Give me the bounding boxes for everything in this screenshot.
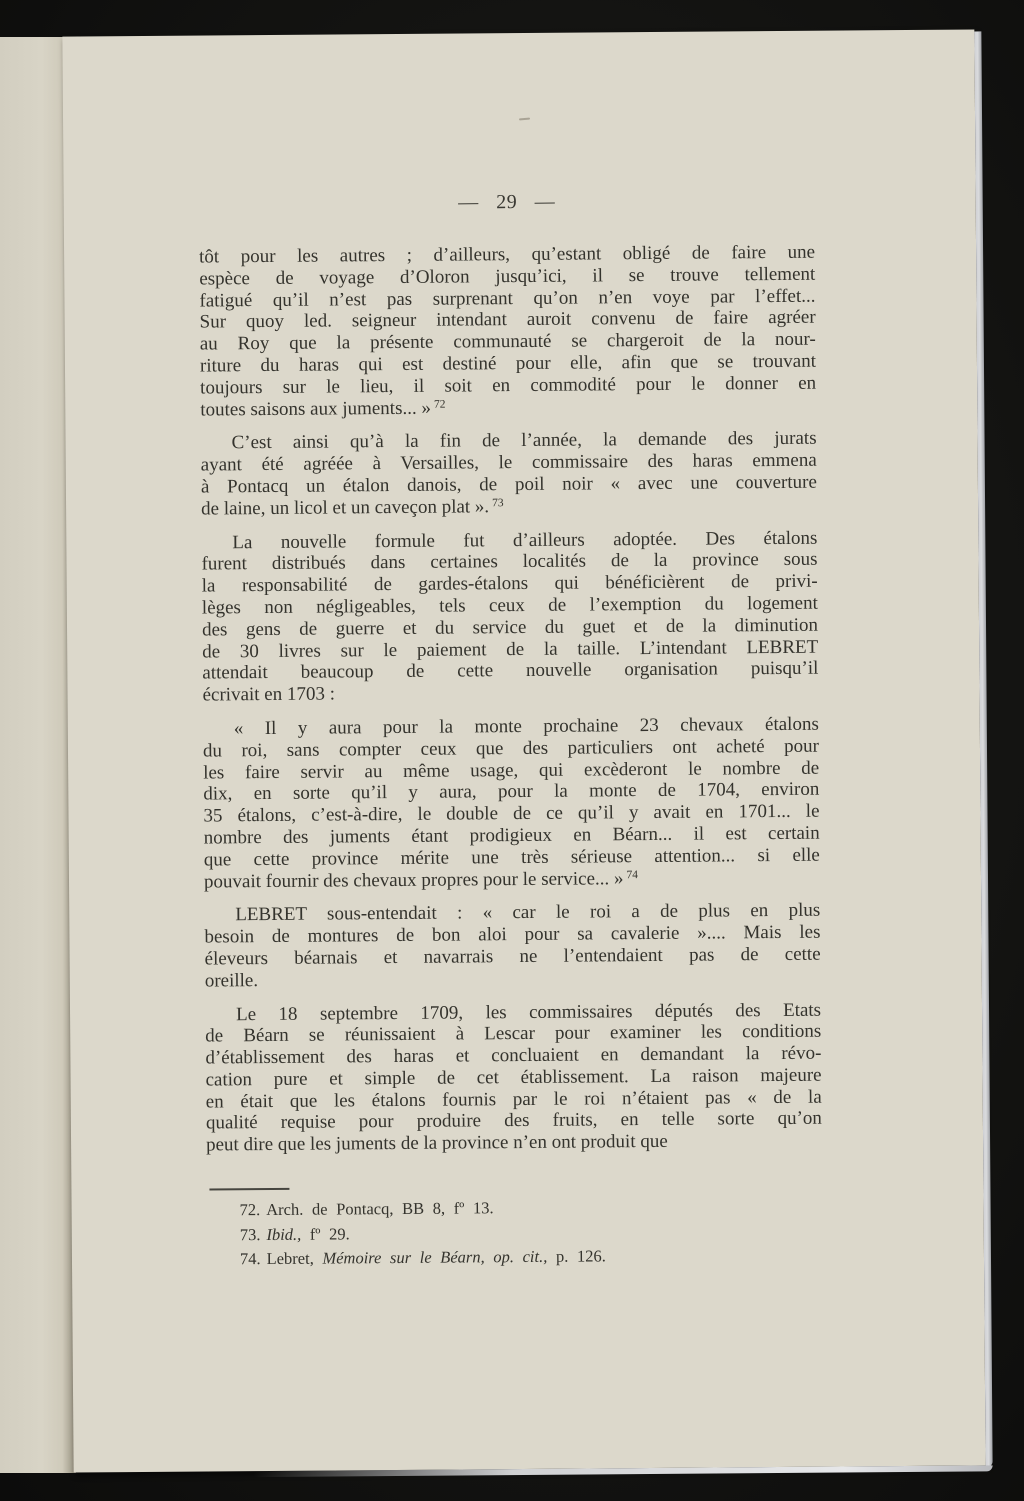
text-line: ayant été agréée à Versailles, le commissaire des haras emmena — [200, 449, 817, 476]
text-line: en était que les étalons fournis par le roi n’étaient pas « de la — [205, 1086, 822, 1113]
text-line: attendait beaucoup de cette nouvelle organisation puisqu’il — [202, 658, 819, 684]
text-line: C’est ainsi qu’à la fin de l’année, la demande des jurats — [231, 428, 817, 454]
footnote-italic-text: Ibid., — [266, 1224, 302, 1244]
body-paragraph — [204, 900, 821, 992]
text-line: Le 18 septembre 1709, les commissaires députés des Etats — [235, 999, 822, 1025]
text-line: 35 étalons, c’est-à-dire, le double de ce qu’il y avait en 1701... le — [203, 800, 820, 827]
page-stack-edge-right — [974, 31, 992, 1467]
footnote-text: Lebret, — [266, 1248, 323, 1269]
text-line: d’établissement des haras et concluaient en demandant la révo- — [205, 1042, 822, 1069]
footnote-text: p. 126. — [547, 1246, 606, 1266]
footnote-rule — [209, 1188, 289, 1191]
text-line: riture du haras qui est destiné pour elle, afin que se trouvant — [199, 350, 817, 377]
text-line: de laine, un licol et un caveçon plat ». $^{73}$ — [201, 496, 504, 520]
footnote-number: 72. — [239, 1200, 261, 1220]
text-line: Sur quoy led. seigneur intendant auroit convenu de faire agréer — [199, 307, 816, 333]
body-paragraph — [199, 242, 816, 421]
text-line: LEBRET sous-entendait : « car le roi a de plus en plus — [235, 899, 821, 926]
text-line: toutes saisons aux juments... » $^{72}$ — [200, 397, 446, 421]
footnote-72 — [207, 1195, 823, 1222]
text-line: de Béarn se réunissaient à Lescar pour examiner les conditions — [205, 1020, 822, 1047]
text-line: toujours sur le lieu, il soit en commodité pour le donner en — [200, 372, 817, 399]
text-line: furent distribués dans certaines localités de la province sous — [201, 549, 818, 575]
text-line: la responsabilité de gardes-étalons qui bénéficièrent de privi- — [201, 570, 818, 597]
page-stack-edge-bottom — [254, 1465, 993, 1477]
text-line: les faire servir au même usage, qui excèderont le nombre de — [203, 757, 820, 784]
text-line: que cette province mérite une très sérieuse attention... si elle — [203, 844, 820, 871]
text-line: peut dire que les juments de la province n’en ont produit que — [206, 1131, 668, 1156]
text-line: des gens de guerre et du service du guet et de la diminution — [201, 614, 819, 641]
text-line: La nouvelle formule fut d’ailleurs adoptée. Des étalons — [232, 527, 818, 553]
text-line: qualité requise pour produire des fruits, en telle sorte qu’on — [205, 1108, 822, 1134]
footnote-73 — [207, 1219, 823, 1246]
body-paragraph — [205, 999, 822, 1156]
text-line: fatigué qu’il n’est pas surprenant qu’on n’en voye par l’effet... — [199, 285, 816, 312]
footnote-reference: 72 — [433, 398, 446, 411]
body-paragraph — [201, 527, 818, 706]
footnote-text: fº 29. — [301, 1223, 350, 1244]
text-line: lèges non négligeables, tels ceux de l’exemption du logement — [201, 592, 818, 619]
text-line: cation pure et simple de cet établissement. La raison majeure — [205, 1064, 822, 1091]
text-line: besoin de montures de bon aloi pour sa cavalerie ».... Mais les — [204, 921, 821, 948]
footnote-italic-text: Mémoire sur le Béarn, op. cit., — [322, 1246, 548, 1268]
text-line: espèce de voyage d’Oloron jusqu’ici, il se trouve tellement — [199, 263, 816, 290]
footnote-number: 74. — [239, 1249, 261, 1269]
text-line: de 30 livres sur le paiement de la taille. L’intendant LEBRET — [202, 636, 819, 663]
text-line: écrivait en 1703 : — [202, 683, 336, 706]
footnote-reference: 73 — [492, 496, 504, 510]
print-artifact-mark — [519, 118, 530, 121]
text-line: dix, en sorte qu’il y aura, pour la monte de 1704, environ — [203, 779, 820, 805]
footnote-74 — [207, 1244, 823, 1271]
footnotes-section — [206, 1184, 823, 1273]
text-line: à Pontacq un étalon danois, de poil noir « avec une couverture — [200, 471, 817, 498]
text-line: « Il y aura pour la monte prochaine 23 chevaux étalons — [233, 713, 819, 740]
text-line: éleveurs béarnais et navarrais ne l’entendaient pas de cette — [204, 943, 821, 970]
text-line: oreille. — [204, 969, 259, 992]
footnote-number: 73. — [239, 1224, 261, 1244]
book-page — [62, 29, 985, 1472]
body-paragraph quote — [203, 714, 820, 893]
footnote-reference: 74 — [626, 868, 638, 881]
text-line: tôt pour les autres ; d’ailleurs, qu’estant obligé de faire une — [199, 241, 816, 268]
page-number: — 29 — — [458, 190, 556, 214]
body-paragraph — [200, 428, 817, 520]
text-line: nombre des juments étant prodigieux en Béarn... il est certain — [203, 822, 820, 849]
body-text — [199, 242, 822, 1169]
text-line: du roi, sans compter ceux que des particuliers ont acheté pour — [202, 735, 820, 762]
text-line: au Roy que la présente communauté se chargeroit de la nour- — [199, 328, 816, 355]
footnote-text: Arch. de Pontacq, BB 8, fº 13. — [266, 1198, 494, 1220]
text-line: pouvait fournir des chevaux propres pour le service... » $^{74}$ — [203, 867, 638, 893]
